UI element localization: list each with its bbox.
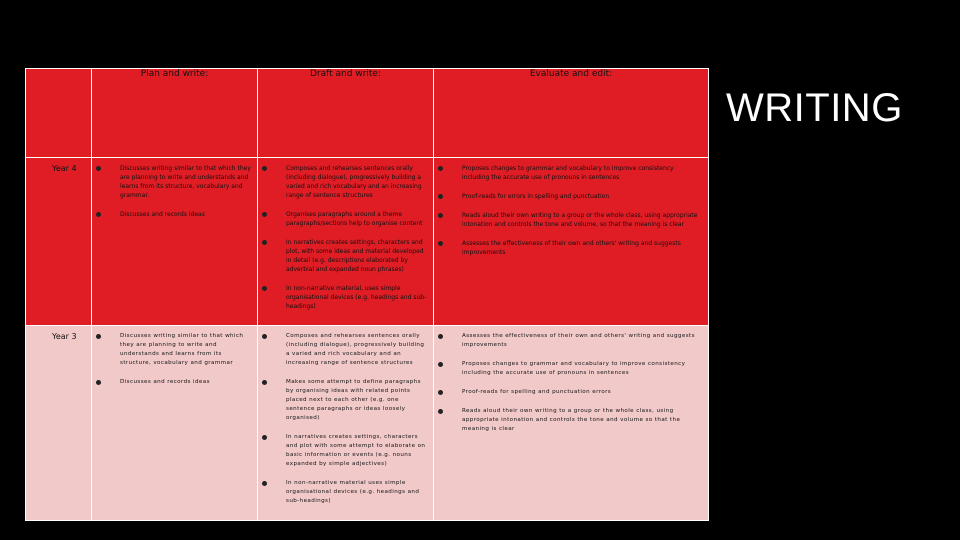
bullet-icon	[262, 380, 267, 385]
list-item: Proof-reads for spelling and punctuation errors	[438, 388, 702, 397]
year-label: Year 3	[26, 326, 92, 521]
bullet-icon	[262, 240, 267, 245]
header-evaluate: Evaluate and edit:	[434, 69, 709, 158]
list-item: Composes and rehearses sentences orally (including dialogue), progressively building a varied and rich vocabulary and an increasing range of sentence structures	[262, 332, 427, 368]
list-item: Organises paragraphs around a theme paragraphs/sections help to organise content	[262, 210, 427, 228]
bullet-icon	[438, 213, 443, 218]
plan-cell	[92, 158, 258, 326]
draft-cell	[258, 326, 434, 521]
list-item: In narratives creates settings, characters and plot with some attempt to elaborate on basic information or events (e.g. nouns expanded by simple adjectives)	[262, 433, 427, 469]
bullet-icon	[262, 286, 267, 291]
header-plan: Plan and write:	[92, 69, 258, 158]
slide-title: WRITING	[726, 86, 903, 130]
list-item: Reads aloud their own writing to a group or the whole class, using appropriate intonation and controls the tone and volume, so that the meaning is clear	[438, 211, 702, 229]
list-item: Makes some attempt to define paragraphs by organising ideas with related points placed next to each other (e.g. one sentence paragraphs or ideas loosely organised)	[262, 378, 427, 423]
bullet-icon	[96, 334, 101, 339]
bullet-icon	[262, 166, 267, 171]
bullet-icon	[438, 194, 443, 199]
evaluate-cell	[434, 158, 709, 326]
list-item: Discusses and records ideas	[96, 210, 251, 219]
table-row-year-3	[26, 326, 709, 521]
list-item: In non-narrative material, uses simple organisational devices (e.g. headings and sub-headings)	[262, 284, 427, 311]
list-item: Reads aloud their own writing to a group or the whole class, using appropriate intonation and controls the tone and volume so that the meaning is clear	[438, 407, 702, 434]
list-item: In non-narrative material uses simple organisational devices (e.g. headings and sub-headings)	[262, 479, 427, 506]
bullet-icon	[438, 241, 443, 246]
writing-curriculum-table	[25, 68, 709, 521]
list-item: Discusses and records ideas	[96, 378, 251, 387]
bullet-icon	[438, 409, 443, 414]
bullet-icon	[262, 481, 267, 486]
list-item: Proof-reads for errors in spelling and punctuation	[438, 192, 702, 201]
bullet-icon	[438, 362, 443, 367]
evaluate-cell	[434, 326, 709, 521]
list-item: Assesses the effectiveness of their own and others' writing and suggests improvements	[438, 239, 702, 257]
bullet-icon	[96, 212, 101, 217]
bullet-icon	[262, 435, 267, 440]
bullet-icon	[438, 166, 443, 171]
header-blank	[26, 69, 92, 158]
header-draft: Draft and write:	[258, 69, 434, 158]
bullet-icon	[262, 212, 267, 217]
draft-cell	[258, 158, 434, 326]
list-item: In narratives creates settings, characters and plot, with some ideas and material developed in detail (e.g. descriptions elaborated by adverbial and expanded noun phrases)	[262, 238, 427, 274]
bullet-icon	[262, 334, 267, 339]
list-item: Discusses writing similar to that which they are planning to write and understands and learns from its structure, vocabulary and grammar	[96, 332, 251, 368]
list-item: Discusses writing similar to that which they are planning to write and understands and learns from its structure, vocabulary and grammar.	[96, 164, 251, 200]
bullet-icon	[96, 166, 101, 171]
year-label: Year 4	[26, 158, 92, 326]
bullet-icon	[438, 334, 443, 339]
list-item: Proposes changes to grammar and vocabulary to improve consistency including the accurate use of pronouns in sentences	[438, 360, 702, 378]
bullet-icon	[96, 380, 101, 385]
header-row	[26, 69, 709, 158]
bullet-icon	[438, 390, 443, 395]
table-row-year-4	[26, 158, 709, 326]
list-item: Composes and rehearses sentences orally (including dialogue), progressively building a varied and rich vocabulary and an increasing range of sentence structures	[262, 164, 427, 200]
plan-cell	[92, 326, 258, 521]
list-item: Assesses the effectiveness of their own and others' writing and suggests improvements	[438, 332, 702, 350]
list-item: Proposes changes to grammar and vocabulary to improve consistency including the accurate use of pronouns in sentences	[438, 164, 702, 182]
